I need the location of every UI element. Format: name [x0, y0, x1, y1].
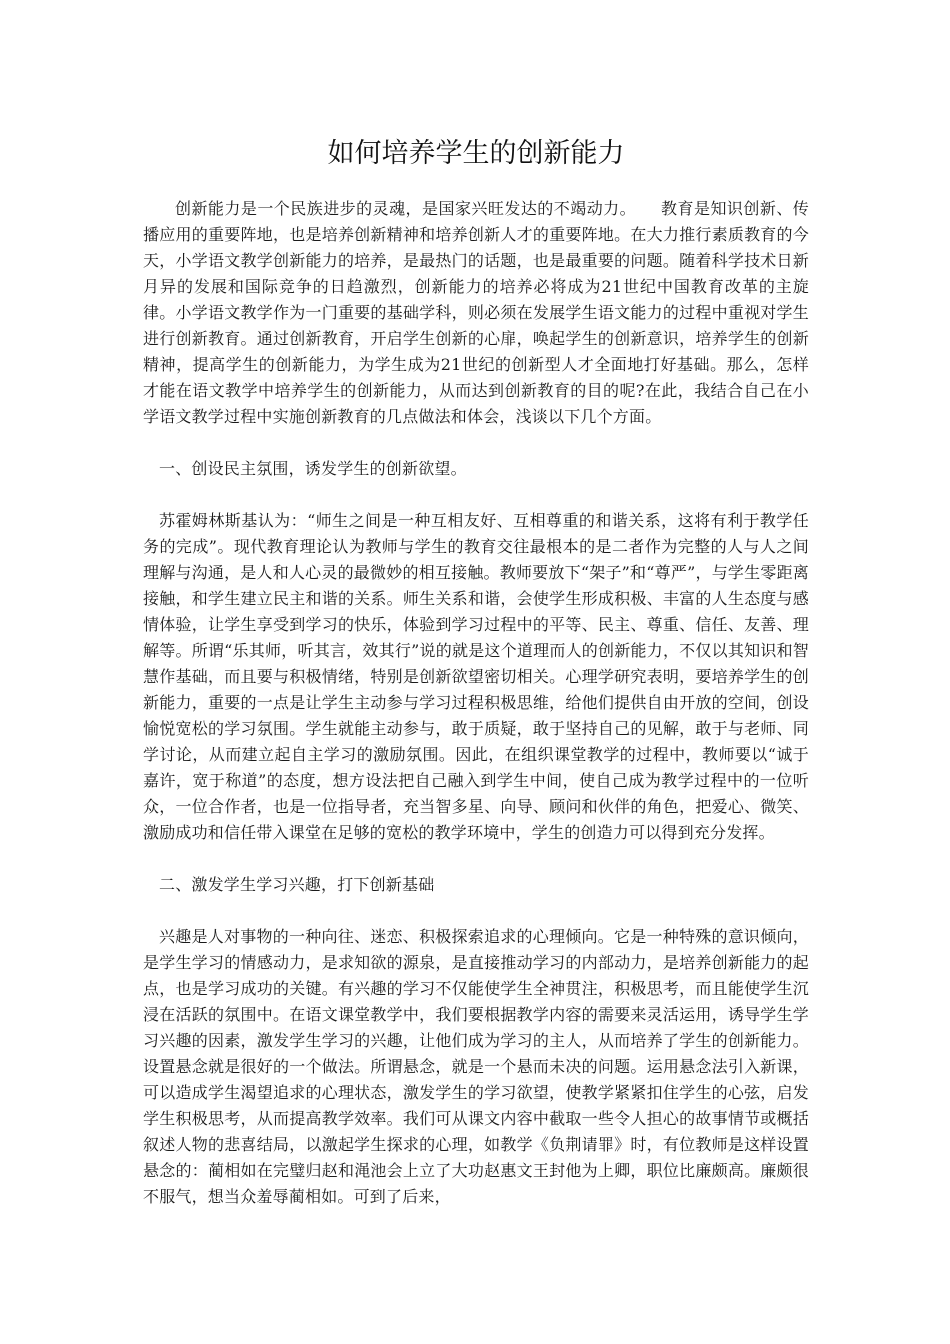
document-content: [143, 0, 809, 1210]
intro-paragraph: 创新能力是一个民族进步的灵魂，是国家兴旺发达的不竭动力。 教育是知识创新、传播应用的重要阵地，也是培养创新精神和培养创新人才的重要阵地。在大力推行素质教育的今天，小学语文教学创新能力的培养，是最热门的话题，也是最重要的问题。随着科学技术日新月异的发展和国际竞争的日趋激烈，创新能力的培养必将成为21世纪中国教育改革的主旋律。小学语文教学作为一门重要的基础学科，则必须在发展学生语文能力的过程中重视对学生进行创新教育。通过创新教育，开启学生创新的心扉，唤起学生的创新意识，培养学生的创新精神，提高学生的创新能力，为学生成为21世纪的创新型人才全面地打好基础。那么，怎样才能在语文教学中培养学生的创新能力，从而达到创新教育的目的呢?在此，我结合自己在小学语文教学过程中实施创新教育的几点做法和体会，浅谈以下几个方面。: [143, 199, 809, 426]
section-heading-1: 一、创设民主氛围，诱发学生的创新欲望。: [159, 459, 467, 478]
document-title: 如何培养学生的创新能力: [327, 138, 625, 169]
section-paragraph-1: 苏霍姆林斯基认为：“师生之间是一种互相友好、互相尊重的和谐关系，这将有利于教学任务的完成”。现代教育理论认为教师与学生的教育交往最根本的是二者作为完整的人与人之间理解与沟通，是人和人心灵的最微妙的相互接触。教师要放下“架子”和“尊严”，与学生零距离接触，和学生建立民主和谐的关系。师生关系和谐，会使学生形成积极、丰富的人生态度与感情体验，让学生享受到学习的快乐，体验到学习过程中的平等、民主、尊重、信任、友善、理解等。所谓“乐其师，听其言，效其行”说的就是这个道理而人的创新能力，不仅以其知识和智慧作基础，而且要与积极情绪，特别是创新欲望密切相关。心理学研究表明，要培养学生的创新能力，重要的一点是让学生主动参与学习过程积极思维，给他们提供自由开放的空间，创设愉悦宽松的学习氛围。学生就能主动参与，敢于质疑，敢于坚持自己的见解，敢于与老师、同学讨论，从而建立起自主学习的激励氛围。因此，在组织课堂教学的过程中，教师要以“诚于嘉许，宽于称道”的态度，想方设法把自己融入到学生中间，使自己成为教学过程中的一位听众，一位合作者，也是一位指导者，充当智多星、向导、顾问和伙伴的角色，把爱心、微笑、激励成功和信任带入课堂在足够的宽松的教学环境中，学生的创造力可以得到充分发挥。: [143, 511, 809, 842]
section-paragraph-2: 兴趣是人对事物的一种向往、迷恋、积极探索追求的心理倾向。它是一种特殊的意识倾向，是学生学习的情感动力，是求知欲的源泉，是直接推动学习的内部动力，是培养创新能力的起点，也是学习成功的关键。有兴趣的学习不仅能使学生全神贯注，积极思考，而且能使学生沉浸在活跃的氛围中。在语文课堂教学中，我们要根据教学内容的需要来灵活运用，诱导学生学习兴趣的因素，激发学生学习的兴趣，让他们成为学习的主人，从而培养了学生的创新能力。设置悬念就是很好的一个做法。所谓悬念，就是一个悬而未决的问题。运用悬念法引入新课，可以造成学生渴望追求的心理状态，激发学生的学习欲望，使教学紧紧扣住学生的心弦，启发学生积极思考，从而提高教学效率。我们可从课文内容中截取一些令人担心的故事情节或概括叙述人物的悲喜结局，以激起学生探求的心理，如教学《负荆请罪》时，有位教师是这样设置悬念的：蔺相如在完璧归赵和渑池会上立了大功赵惠文王封他为上卿，职位比廉颇高。廉颇很不服气，想当众羞辱蔺相如。可到了后来，: [143, 927, 809, 1206]
section-heading-2: 二、激发学生学习兴趣，打下创新基础: [159, 875, 435, 894]
